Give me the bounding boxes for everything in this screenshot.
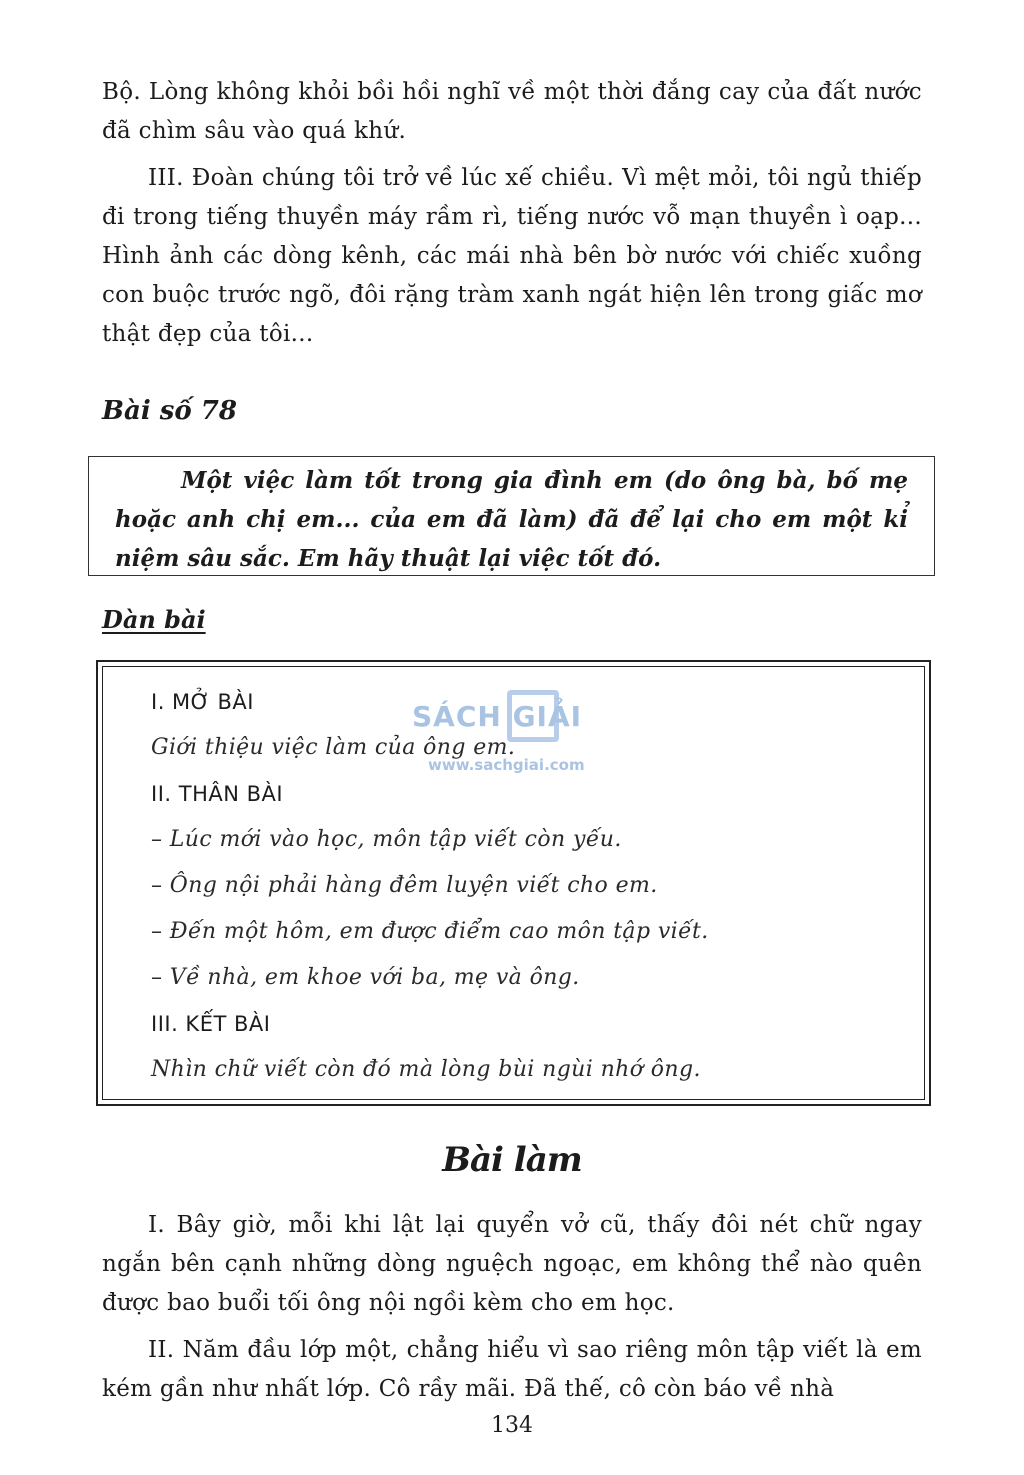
watermark-url: www.sachgiai.com [428, 756, 585, 774]
outline-line: – Lúc mới vào học, môn tập viết còn yếu. [151, 827, 622, 852]
work-paragraph-1: I. Bây giờ, mỗi khi lật lại quyển vở cũ, thấy đôi nét chữ ngay ngắn bên cạnh những dòng nguệch ngoạc, em không thể nào quên được bao buổi tối ông nội ngồi kèm cho em học. [102, 1212, 922, 1316]
watermark [412, 690, 622, 780]
page-number: 134 [491, 1413, 533, 1438]
lesson-title: Bài số 78 [102, 396, 237, 426]
watermark-name: SÁCH GIẢI [412, 700, 583, 733]
outline-line: – Đến một hôm, em được điểm cao môn tập viết. [151, 919, 709, 944]
prompt-box [88, 456, 935, 576]
intro-paragraph-1: Bộ. Lòng không khỏi bồi hồi nghĩ về một thời đắng cay của đất nước đã chìm sâu vào quá khứ. [102, 79, 922, 144]
outline-section-body: II. THÂN BÀI [151, 782, 284, 806]
outline-heading: Dàn bài [102, 605, 206, 634]
prompt-text: Một việc làm tốt trong gia đình em (do ông bà, bố mẹ hoặc anh chị em... của em đã làm) đã để lại cho em một kỉ niệm sâu sắc. Em hãy thuật lại việc tốt đó. [115, 467, 908, 572]
work-heading: Bài làm [442, 1140, 582, 1180]
outline-section-conclusion: III. KẾT BÀI [151, 1012, 271, 1036]
intro-paragraph-2: III. Đoàn chúng tôi trở về lúc xế chiều. Vì mệt mỏi, tôi ngủ thiếp đi trong tiếng thuyền máy rầm rì, tiếng nước vỗ mạn thuyền ì oạp... Hình ảnh các dòng kênh, các mái nhà bên bờ nước với chiếc xuồng con buộc trước ngõ, đôi rặng tràm xanh ngát hiện lên trong giấc mơ thật đẹp của tôi... [102, 165, 922, 347]
outline-section-intro: I. MỞ BÀI [151, 690, 254, 714]
outline-line: Giới thiệu việc làm của ông em. [151, 735, 516, 760]
outline-line: – Về nhà, em khoe với ba, mẹ và ông. [151, 965, 580, 990]
outline-line: Nhìn chữ viết còn đó mà lòng bùi ngùi nhớ ông. [151, 1057, 701, 1082]
outline-line: – Ông nội phải hàng đêm luyện viết cho em. [151, 873, 658, 898]
work-paragraph-2: II. Năm đầu lớp một, chẳng hiểu vì sao riêng môn tập viết là em kém gần như nhất lớp. Cô rầy mãi. Đã thế, cô còn báo về nhà [102, 1337, 922, 1402]
